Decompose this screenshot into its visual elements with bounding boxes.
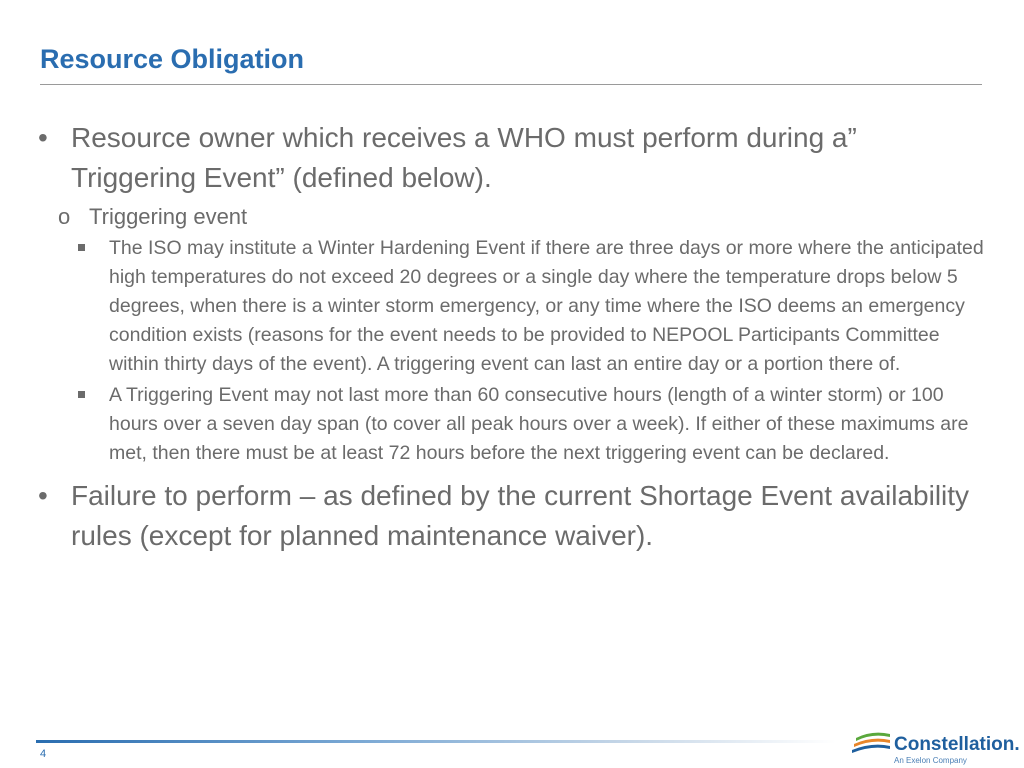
bullet-square-icon [78, 391, 85, 398]
bullet-text: Failure to perform – as defined by the current Shortage Event availability rules (except for planned maintenance waiver). [71, 480, 970, 551]
page-number: 4 [40, 748, 47, 760]
bullet-text: A Triggering Event may not last more than 60 consecutive hours (length of a winter storm) or 100 hours over a seven day span (to cover all peak hours over a week). If either of these maximums are met, then there must be at least 72 hours before the next triggering event can be declared. [109, 384, 969, 464]
bullet-text: The ISO may institute a Winter Hardening Event if there are three days or more where the anticipated high temperatures do not exceed 20 degrees or a single day where the temperature drops below 5 degrees, when there is a winter storm emergency, or any time where the ISO deems an emergency condition exists (reasons for the event needs to be provided to NEPOOL Participants Committee within thirty days of the event). A triggering event can last an entire day or a portion there of. [109, 237, 984, 375]
bullet-level1-item [38, 118, 988, 198]
bullet-square-icon [78, 244, 85, 251]
bullet-level3-item [78, 381, 988, 468]
constellation-logo-icon [852, 730, 892, 754]
bullet-level1-item [38, 476, 988, 556]
bullet-circle-icon: o [58, 204, 71, 229]
company-logo [852, 726, 1020, 766]
footer-divider [36, 740, 836, 743]
logo-name: Constellation. [894, 734, 1020, 755]
slide-title: Resource Obligation [40, 44, 305, 74]
bullet-level2-item [58, 202, 988, 232]
bullet-dot-icon: • [38, 480, 48, 511]
bullet-level3-item [78, 234, 988, 379]
logo-tagline: An Exelon Company [894, 756, 967, 765]
bullet-text: Triggering event [89, 204, 248, 229]
bullet-dot-icon: • [38, 122, 48, 153]
bullet-text: Resource owner which receives a WHO must perform during a” Triggering Event” (defined below). [71, 122, 857, 193]
slide-content [38, 118, 988, 556]
title-divider [40, 84, 982, 85]
